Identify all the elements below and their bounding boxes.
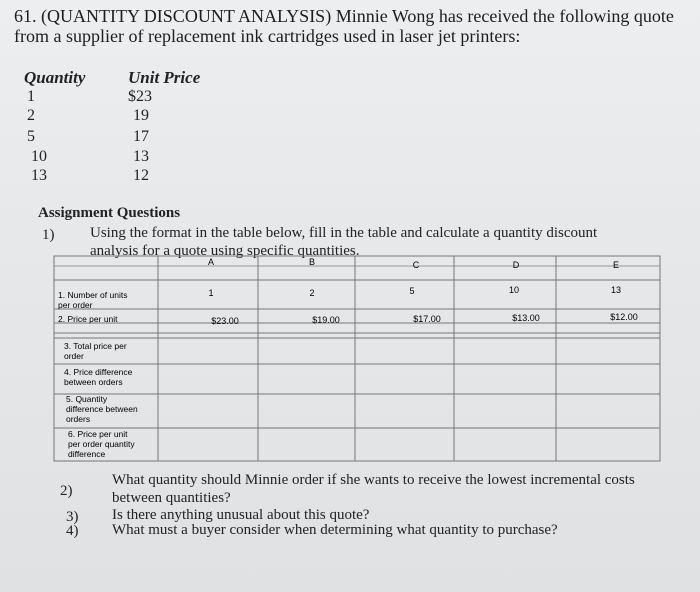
units-cell-e: 13 (610, 285, 622, 295)
row-label-qtydiff-1: 5. Quantity (66, 394, 108, 404)
row-label-pricediff-1: 4. Price difference (64, 367, 133, 377)
col-letter-d: D (512, 260, 520, 270)
quote-price-3: 17 (133, 128, 149, 145)
units-cell-b: 2 (309, 288, 315, 298)
row-label-total-1: 3. Total price per (64, 341, 127, 351)
row-label-qtydiff-3: orders (66, 414, 91, 424)
q2-number: 2) (60, 483, 73, 499)
row-label-ppu-2: per order quantity (68, 439, 135, 449)
q4-text: What must a buyer consider when determining what quantity to purchase? (112, 522, 558, 538)
title-line-1: 61. (QUANTITY DISCOUNT ANALYSIS) Minnie Wong has received the following quote (14, 6, 674, 26)
quote-qty-4: 10 (31, 148, 47, 165)
price-cell-d: $13.00 (512, 313, 540, 323)
row-label-ppu-1: 6. Price per unit (68, 429, 128, 439)
problem-title (14, 6, 674, 46)
quote-qty-3: 5 (27, 128, 35, 145)
q3-number: 3) (66, 509, 79, 525)
q4-number: 4) (66, 523, 79, 539)
row-label-qtydiff-2: difference between (66, 404, 138, 414)
price-cell-a: $23.00 (211, 316, 239, 326)
price-cell-e: $12.00 (610, 312, 638, 322)
quote-qty-2: 2 (27, 107, 35, 124)
col-letter-a: A (207, 257, 215, 267)
unit-price-header: Unit Price (128, 68, 201, 87)
q2-line-1: What quantity should Minnie order if she wants to receive the lowest incremental costs (112, 472, 635, 488)
row-label-price: 2. Price per unit (58, 314, 118, 324)
col-letter-e: E (612, 260, 620, 270)
col-letter-b: B (308, 257, 316, 267)
units-cell-d: 10 (508, 285, 520, 295)
price-cell-c: $17.00 (413, 314, 441, 324)
row-label-total-2: order (64, 351, 84, 361)
price-cell-b: $19.00 (312, 315, 340, 325)
quote-price-5: 12 (133, 167, 149, 184)
col-letter-c: C (412, 260, 420, 270)
quote-price-1: $23 (128, 88, 152, 105)
row-label-units-1: 1. Number of units (58, 290, 128, 300)
quote-qty-5: 13 (31, 167, 47, 184)
units-cell-c: 5 (409, 286, 415, 296)
quantity-header: Quantity (24, 68, 86, 87)
quote-price-4: 13 (133, 148, 149, 165)
quote-qty-1: 1 (27, 88, 35, 105)
row-label-ppu-3: difference (68, 449, 106, 459)
row-label-pricediff-2: between orders (64, 377, 123, 387)
spreadsheet-table (54, 256, 660, 461)
q1-number: 1) (42, 227, 55, 243)
row-label-units-2: per order (58, 300, 93, 310)
quote-price-2: 19 (133, 107, 149, 124)
units-cell-a: 1 (208, 288, 214, 298)
q2-line-2: between quantities? (112, 490, 231, 506)
q1-line-2: analysis for a quote using specific quantities. (90, 243, 360, 259)
assignment-heading: Assignment Questions (38, 205, 181, 221)
q3-text: Is there anything unusual about this quote? (112, 507, 370, 523)
q1-line-1: Using the format in the table below, fill in the table and calculate a quantity discount (90, 225, 598, 241)
title-line-2: from a supplier of replacement ink cartridges used in laser jet printers: (14, 26, 521, 46)
